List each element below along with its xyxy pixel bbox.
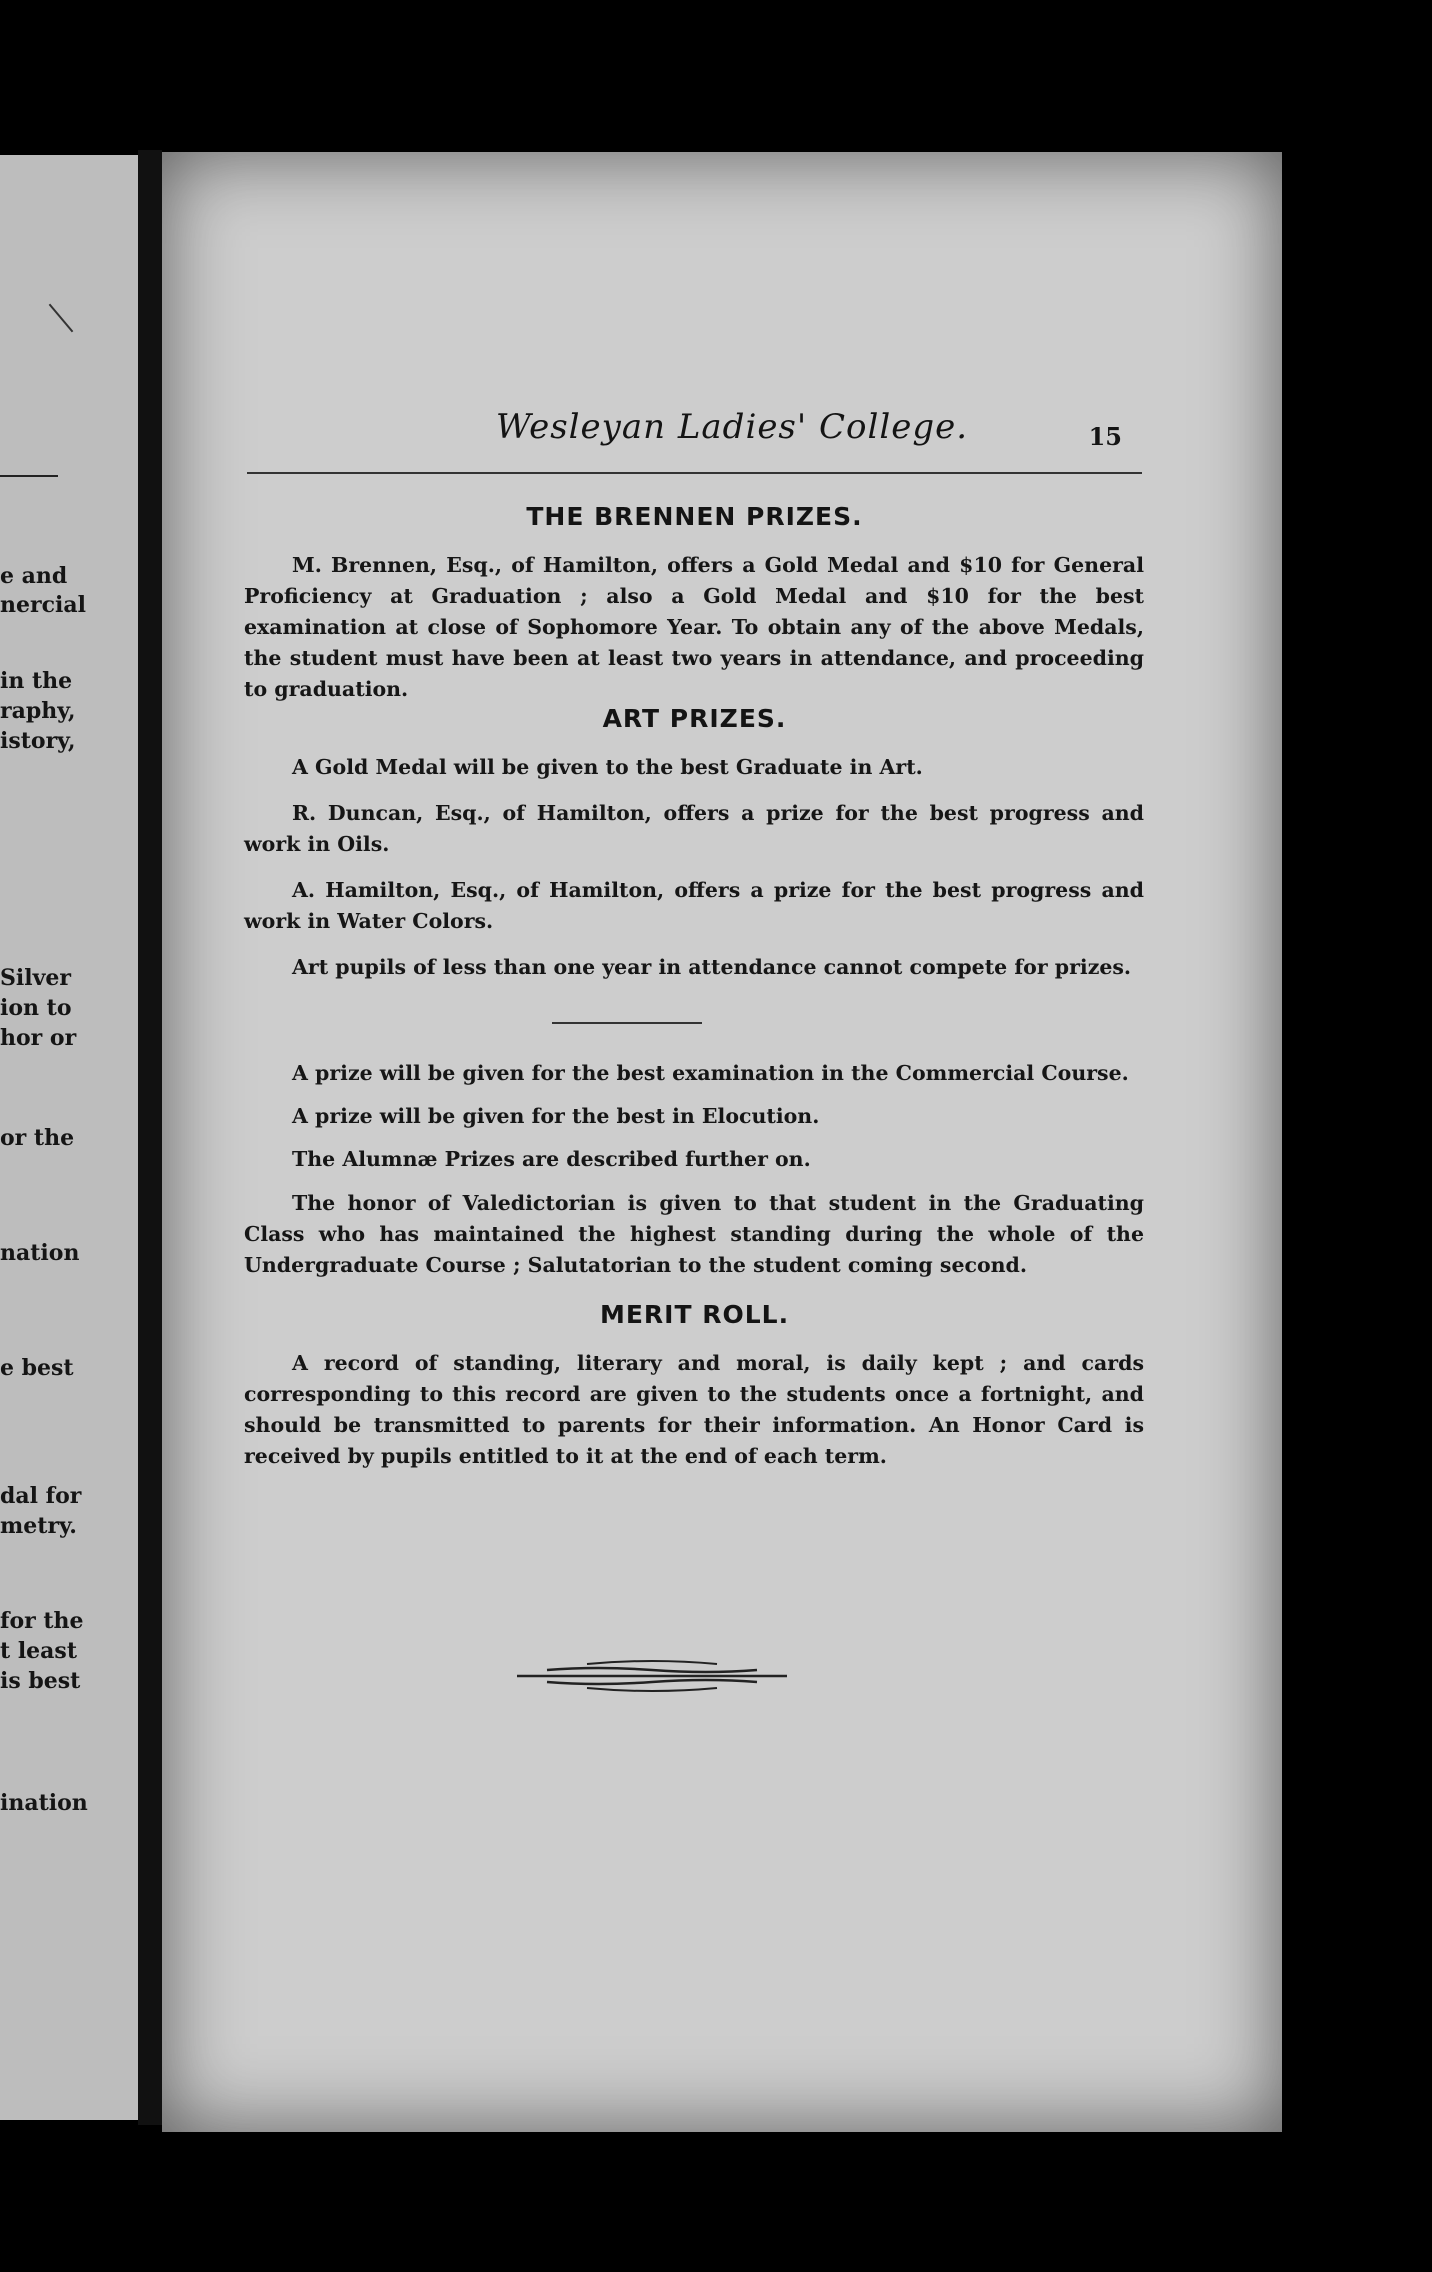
art-paragraph: Art pupils of less than one year in attendance cannot compete for prizes.: [292, 955, 1132, 979]
left-fragment: or the: [0, 1125, 75, 1151]
brennen-prizes-heading: THE BRENNEN PRIZES.: [526, 502, 863, 531]
left-fragment: raphy,: [0, 698, 76, 724]
prize-paragraph: The Alumnæ Prizes are described further on.: [292, 1147, 811, 1171]
ornament-divider: [507, 1652, 797, 1702]
left-fragment: hor or: [0, 1025, 77, 1051]
section-divider: [552, 1022, 702, 1024]
left-fragment: ion to: [0, 995, 72, 1021]
left-fragment: in the: [0, 668, 73, 694]
page-number: 15: [1088, 422, 1122, 451]
left-header-rule: [0, 475, 58, 477]
left-fragment: Silver: [0, 965, 71, 991]
book-gutter: [138, 150, 162, 2125]
left-fragment: e best: [0, 1355, 74, 1381]
header-rule: [247, 472, 1142, 474]
left-fragment: nercial: [0, 592, 86, 618]
prize-paragraph: A prize will be given for the best in Elocution.: [292, 1104, 820, 1128]
art-prizes-heading: ART PRIZES.: [602, 704, 787, 733]
valedictorian-paragraph: The honor of Valedictorian is given to that student in the Graduating Class who has maintained the highest standing during the whole of the Undergraduate Course ; Salutatorian to the student coming second.: [244, 1191, 1144, 1277]
left-fragment: for the: [0, 1608, 84, 1634]
left-fragment: e and: [0, 563, 68, 589]
left-fragment: dal for: [0, 1483, 82, 1509]
merit-roll-heading: MERIT ROLL.: [599, 1300, 790, 1329]
merit-roll-paragraph: A record of standing, literary and moral, is daily kept ; and cards corresponding to this record are given to the students once a fortnight, and should be transmitted to parents for their information. An Honor Card is received by pupils entitled to it at the end of each term.: [244, 1351, 1144, 1468]
brennen-prizes-paragraph: M. Brennen, Esq., of Hamilton, offers a Gold Medal and $10 for General Proficiency at Graduation ; also a Gold Medal and $10 for the best examination at close of Sophomore Year. To obtain any of the above Medals, the student must have been at least two years in attendance, and proceeding to graduation.: [244, 553, 1144, 701]
art-paragraph: R. Duncan, Esq., of Hamilton, offers a prize for the best progress and work in Oils.: [244, 801, 1144, 856]
right-page: [162, 152, 1282, 2132]
left-fragment: ination: [0, 1790, 88, 1816]
art-paragraph: A. Hamilton, Esq., of Hamilton, offers a prize for the best progress and work in Water Colors.: [244, 878, 1144, 933]
prize-paragraph: A prize will be given for the best examination in the Commercial Course.: [292, 1061, 1129, 1085]
left-fragment: istory,: [0, 728, 76, 754]
left-fragment: is best: [0, 1668, 81, 1694]
left-page-fragment: [0, 155, 138, 2120]
stray-mark: [49, 304, 74, 333]
left-fragment: nation: [0, 1240, 80, 1266]
left-fragment: t least: [0, 1638, 77, 1664]
running-head: Wesleyan Ladies' College.: [495, 407, 969, 447]
art-paragraph: A Gold Medal will be given to the best Graduate in Art.: [292, 755, 923, 779]
left-fragment: metry.: [0, 1513, 77, 1539]
